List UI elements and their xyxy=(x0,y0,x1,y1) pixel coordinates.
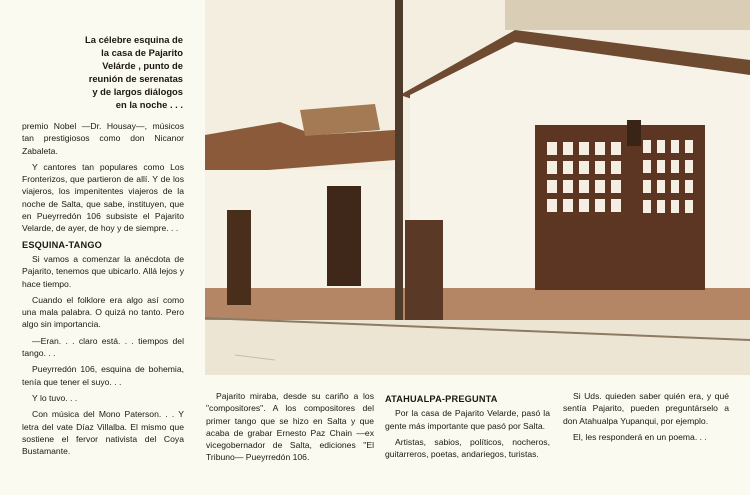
paragraph: Artistas, sabios, políticos, nocheros, guitarreros, poetas, andariegos, turistas. xyxy=(385,436,550,460)
paragraph: Y lo tuvo. . . xyxy=(32,392,78,403)
paragraph: premio Nobel —Dr. Housay—, músicos tan prestigiosos como don Nicanor Zabaleta. xyxy=(22,121,184,156)
paragraph: Y cantores tan populares como Los Fronterizos, que partieron de allí. Y de los viajeros, los impenitentes viajeros de la noche de Salta, que sabe, instituyen, que en Pueyrredón 106 subsiste el Pajarito Velarde, de ayer, de hoy y de siempre. . . xyxy=(22,161,184,234)
paragraph: —Eran. . . claro está. . . tiempos del tango. . . xyxy=(22,335,184,359)
paragraph: Por la casa de Pajarito Velarde, pasó la gente más importante que pasó por Salta. xyxy=(385,408,550,431)
paragraph: El, les responderá en un poema. . . xyxy=(573,431,707,442)
paragraph: Cuando el folklore era algo así como una mala palabra. O quizá no tanto. Pero algo sin importancia. xyxy=(22,294,184,330)
paragraph: Pajarito miraba, desde su cariño a los "compositores". A los compositores del primer tango que se hizo en Salta y que acaba de grabar Ernesto Paz Chain —ex vicegobernador de Salta, ediciones "El Tribuno— Pueyrredón 106. xyxy=(206,391,374,463)
street-corner-photo xyxy=(205,0,750,375)
text-column-3 xyxy=(385,390,550,464)
text-column-4 xyxy=(563,390,729,447)
section-heading: ATAHUALPA-PREGUNTA xyxy=(385,394,498,404)
paragraph: Pueyrredón 106, esquina de bohemia, tenía que tener el suyo. . . xyxy=(22,364,184,387)
section-heading: ESQUINA-TANGO xyxy=(22,239,103,250)
text-column-2 xyxy=(206,390,374,468)
text-column-1 xyxy=(22,120,184,461)
paragraph: Si Uds. quieden saber quién era, y qué sentía Pajarito, pueden preguntárselo a don Atahualpa Yupanqui, por ejemplo. xyxy=(563,391,729,426)
photo-caption: La célebre esquina de la casa de Pajarito Velárde , punto de reunión de serenatas y de largos diálogos en la noche . . . xyxy=(85,34,183,110)
paragraph: Si vamos a comenzar la anécdota de Pajarito, tenemos que ubicarlo. Allá lejos y hace tiempo. xyxy=(22,253,184,289)
paragraph: Con música del Mono Paterson. . . Y letra del vate Díaz Villalba. El mismo que sostiene el fervor nativista del Coya Bustamante. xyxy=(22,409,184,457)
